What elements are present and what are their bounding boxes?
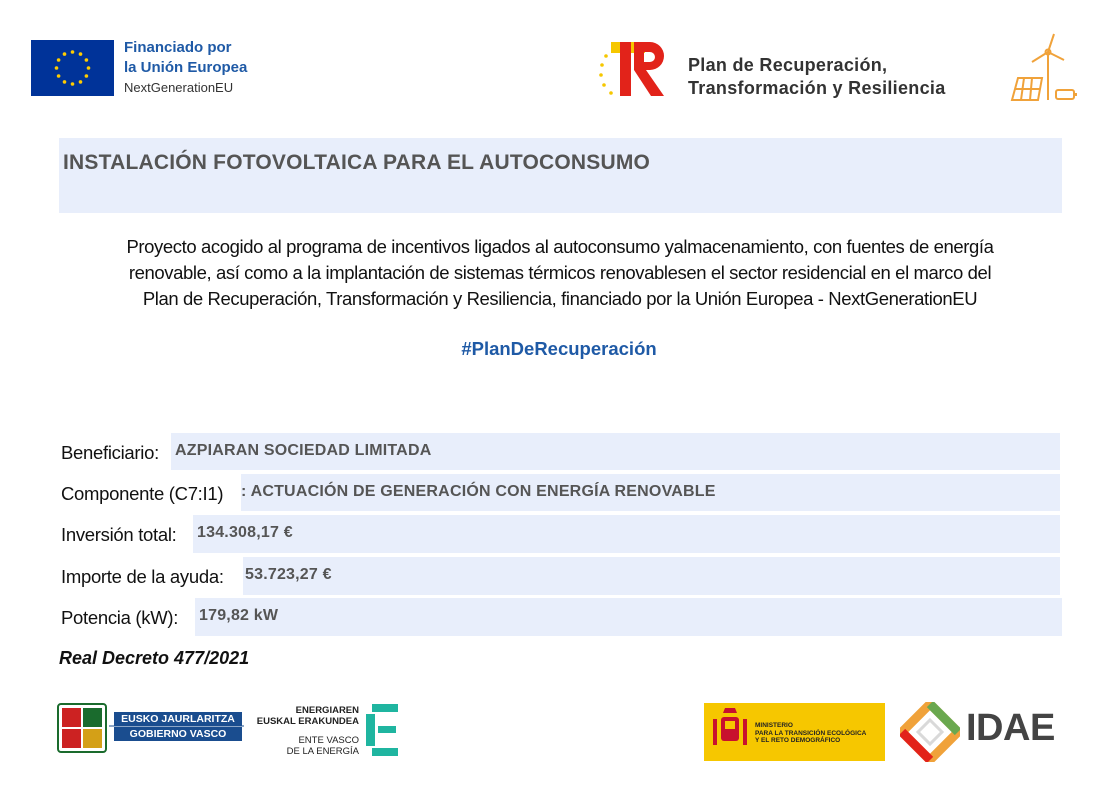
inversion-label: Inversión total: — [61, 524, 177, 545]
componente-value: : ACTUACIÓN DE GENERACIÓN CON ENERGÍA RENOVABLE — [241, 483, 716, 500]
prtr-line-2: Transformación y Resiliencia — [688, 78, 946, 98]
eu-funding-text — [124, 38, 247, 98]
beneficiario-field — [171, 433, 1060, 470]
eve-line-3: ENTE VASCO — [298, 735, 359, 746]
potencia-value: 179,82 kW — [199, 607, 279, 624]
eve-line-4: DE LA ENERGÍA — [286, 746, 359, 757]
prtr-line-1: Plan de Recuperación, — [688, 55, 888, 75]
idae-wordmark: IDAE — [966, 707, 1055, 749]
ministerio-line-1: MINISTERIO — [755, 722, 793, 729]
decree: Real Decreto 477/2021 — [59, 648, 250, 668]
eu-line-2: la Unión Europea — [124, 59, 248, 76]
ministerio-line-3: Y EL RETO DEMOGRÁFICO — [755, 737, 841, 744]
description-line-3: Plan de Recuperación, Transformación y Resiliencia, financiado por la Unión Europea - NextGenerationEU — [142, 288, 978, 309]
gv-line-2: GOBIERNO VASCO — [114, 727, 242, 741]
potencia-field — [195, 598, 1062, 636]
ministerio-line-2: PARA LA TRANSICIÓN ECOLÓGICA — [755, 729, 867, 737]
componente-label: Componente (C7:I1) — [61, 483, 224, 504]
ayuda-field — [243, 557, 1060, 595]
project-description — [60, 234, 1060, 312]
spain-coat-of-arms-icon — [707, 703, 753, 761]
ministerio-logo — [704, 703, 885, 761]
ayuda-value: 53.723,27 € — [245, 566, 332, 583]
description-line-1: Proyecto acogido al programa de incentivos ligados al autoconsumo yalmacenamiento, con fuentes de energía — [126, 236, 994, 257]
eve-text — [256, 705, 359, 757]
potencia-label: Potencia (kW): — [61, 607, 179, 628]
hashtag: #PlanDeRecuperación — [461, 338, 657, 359]
page-title: INSTALACIÓN FOTOVOLTAICA PARA EL AUTOCONSUMO — [63, 151, 651, 174]
ayuda-label: Importe de la ayuda: — [61, 566, 224, 587]
gobierno-vasco-logo — [56, 702, 244, 754]
eve-line-1: ENERGIAREN — [295, 705, 359, 716]
eu-line-1: Financiado por — [124, 39, 232, 56]
inversion-field — [193, 515, 1060, 553]
idae-logo-icon — [900, 702, 960, 762]
eve-logo-icon — [366, 704, 402, 756]
gv-line-1: EUSKO JAURLARITZA — [114, 712, 242, 726]
beneficiario-label: Beneficiario: — [61, 442, 159, 463]
inversion-value: 134.308,17 € — [197, 524, 293, 541]
prtr-title — [688, 54, 946, 100]
eu-line-3: NextGenerationEU — [124, 80, 234, 95]
wind-solar-icon — [1004, 32, 1080, 104]
beneficiario-value: AZPIARAN SOCIEDAD LIMITADA — [175, 442, 432, 459]
prtr-logo-icon — [596, 38, 670, 100]
description-line-2: renovable, así como a la implantación de sistemas térmicos renovablesen el sector residencial en el marco del — [128, 262, 992, 283]
componente-field — [241, 474, 1060, 511]
eu-flag-icon — [31, 40, 114, 96]
ministerio-text — [755, 722, 866, 745]
title-box — [59, 138, 1062, 213]
eve-line-2: EUSKAL ERAKUNDEA — [256, 716, 359, 727]
